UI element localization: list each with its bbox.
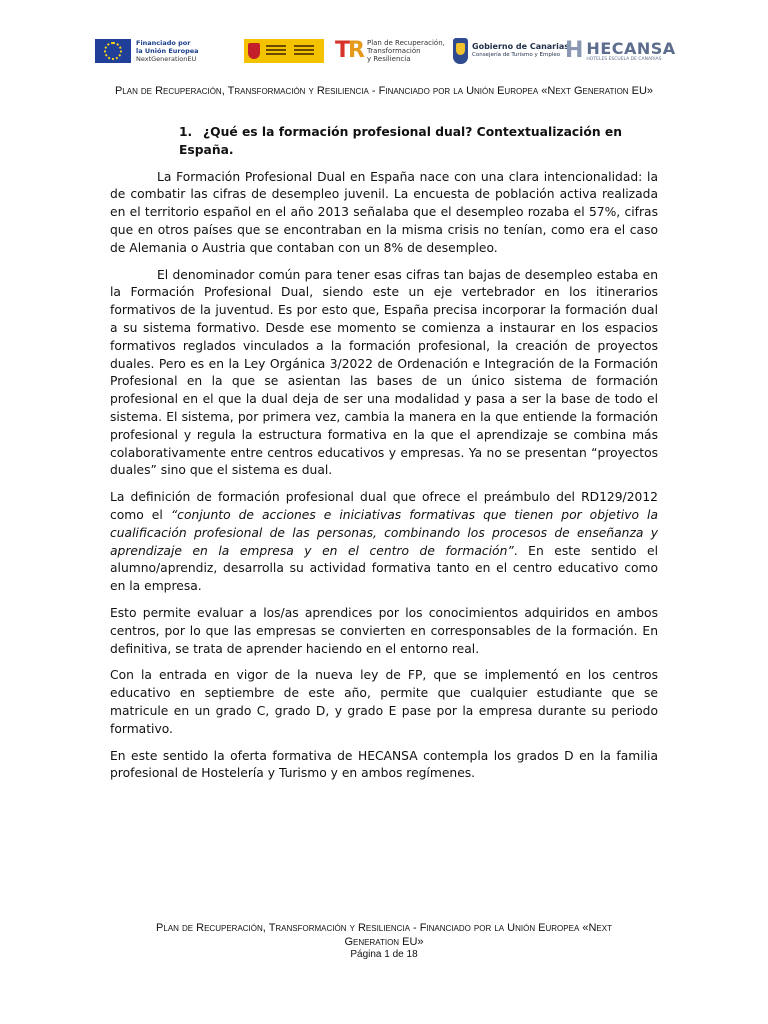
gobierno-canarias-logo bbox=[453, 36, 569, 66]
eu-logo bbox=[95, 36, 199, 66]
canarias-shield-icon bbox=[453, 38, 468, 64]
canarias-logo-line2: Consejería de Turismo y Empleo bbox=[472, 52, 561, 58]
canarias-logo-line1: Gobierno de Canarias bbox=[472, 42, 570, 51]
section-heading bbox=[110, 124, 658, 160]
spain-government-emblem-icon bbox=[244, 39, 324, 63]
page-footer bbox=[110, 921, 658, 961]
hecansa-logo-tagline: HOTELES ESCUELA DE CANARIAS bbox=[586, 56, 662, 62]
document-body bbox=[110, 124, 658, 792]
eu-flag-icon bbox=[95, 39, 131, 63]
paragraph-3-end: . En este sentido el alumno/aprendiz, desarrolla su actividad formativa tanto en el centro educativo como en la empresa. bbox=[110, 543, 658, 594]
hecansa-logo bbox=[565, 36, 676, 66]
paragraph-3 bbox=[110, 489, 658, 596]
section-title: ¿Qué es la formación profesional dual? Contextualización en España. bbox=[179, 125, 622, 157]
prtr-logo bbox=[335, 36, 445, 66]
hecansa-logo-name: HECANSA bbox=[586, 38, 676, 58]
paragraph-4: Esto permite evaluar a los/as aprendices por los conocimientos adquiridos en ambos centros, por lo que las empresas se convierten en corresponsables de la formación. En definitiva, se trata de aprender haciendo en el entorno real. bbox=[110, 605, 658, 656]
eu-logo-line2: la Unión Europea bbox=[136, 47, 199, 55]
logo-strip bbox=[95, 36, 675, 66]
paragraph-6: En este sentido la oferta formativa de HECANSA contempla los grados D en la familia profesional de Hostelería y Turismo y en ambos regímenes. bbox=[110, 748, 658, 781]
prtr-logo-line3: y Resiliencia bbox=[366, 55, 411, 63]
hecansa-h-icon: H bbox=[565, 38, 584, 63]
paragraph-1: La Formación Profesional Dual en España nace con una clara intencionalidad: la de combatir las cifras de desempleo juvenil. La encuesta de población activa realizada en el territorio español en el año 2013 señalaba que el desempleo rozaba el 57%, cifras que en otros países que se encontraban en la misma crisis no tenían, como era el caso de Alemania o Austria que contaban con un 8% de desempleo. bbox=[110, 169, 658, 255]
paragraph-3-quote: “conjunto de acciones e iniciativas formativas que tienen por objetivo la cualificación profesional de las personas, combinando los procesos de enseñanza y aprendizaje en la empresa y en el centro de formación” bbox=[110, 507, 658, 558]
prtr-mark-icon: TR bbox=[335, 38, 363, 63]
footer-line-1: Plan de Recuperación, Transformación y Resiliencia - Financiado por la Unión Europea «Next bbox=[156, 922, 612, 934]
paragraph-3-start: La definición de formación profesional dual que ofrece el preámbulo del RD129/2012 como el bbox=[110, 490, 658, 522]
footer-line-2: Generation EU» bbox=[344, 936, 424, 948]
page-number: Página 1 de 18 bbox=[350, 949, 418, 960]
prtr-logo-line1: Plan de Recuperación, bbox=[366, 39, 445, 47]
running-header: Plan de Recuperación, Transformación y Resiliencia - Financiado por la Unión Europea «Next Generation EU» bbox=[114, 85, 654, 97]
prtr-logo-line2: Transformación bbox=[366, 47, 421, 55]
section-number: 1. bbox=[179, 125, 193, 139]
eu-logo-line1: Financiado por bbox=[136, 39, 191, 47]
paragraph-5: Con la entrada en vigor de la nueva ley de FP, que se implementó en los centros educativo en septiembre de este año, permite que cualquier estudiante que se matricule en un grado C, grado D, y grado E pase por la empresa durante su periodo formativo. bbox=[110, 668, 658, 736]
spain-government-logo bbox=[244, 36, 324, 66]
paragraph-2: El denominador común para tener esas cifras tan bajas de desempleo estaba en la Formación Profesional Dual, siendo este un eje vertebrador en los itinerarios formativos de la juventud. Es por esto que, España precisa incorporar la formación dual a su sistema formativo. Desde ese momento se comienza a instaurar en los espacios formativos reglados vinculados a la formación profesional, la creación de proyectos duales. Pero es en la Ley Orgánica 3/2022 de Ordenación e Integración de la Formación Profesional en la que se asientan las bases de un único sistema de formación profesional en el que la dual deja de ser una modalidad y pasa a ser la base de todo el sistema. El sistema, por primera vez, cambia la manera en la que entiende la formación profesional y regula la estructura formativa en la que el aprendizaje se combina más colaborativamente entre centros educativos y empresas. Ya no se presentan “proyectos duales” sino que el sistema es dual. bbox=[110, 267, 658, 478]
eu-logo-line3: NextGenerationEU bbox=[136, 55, 197, 63]
